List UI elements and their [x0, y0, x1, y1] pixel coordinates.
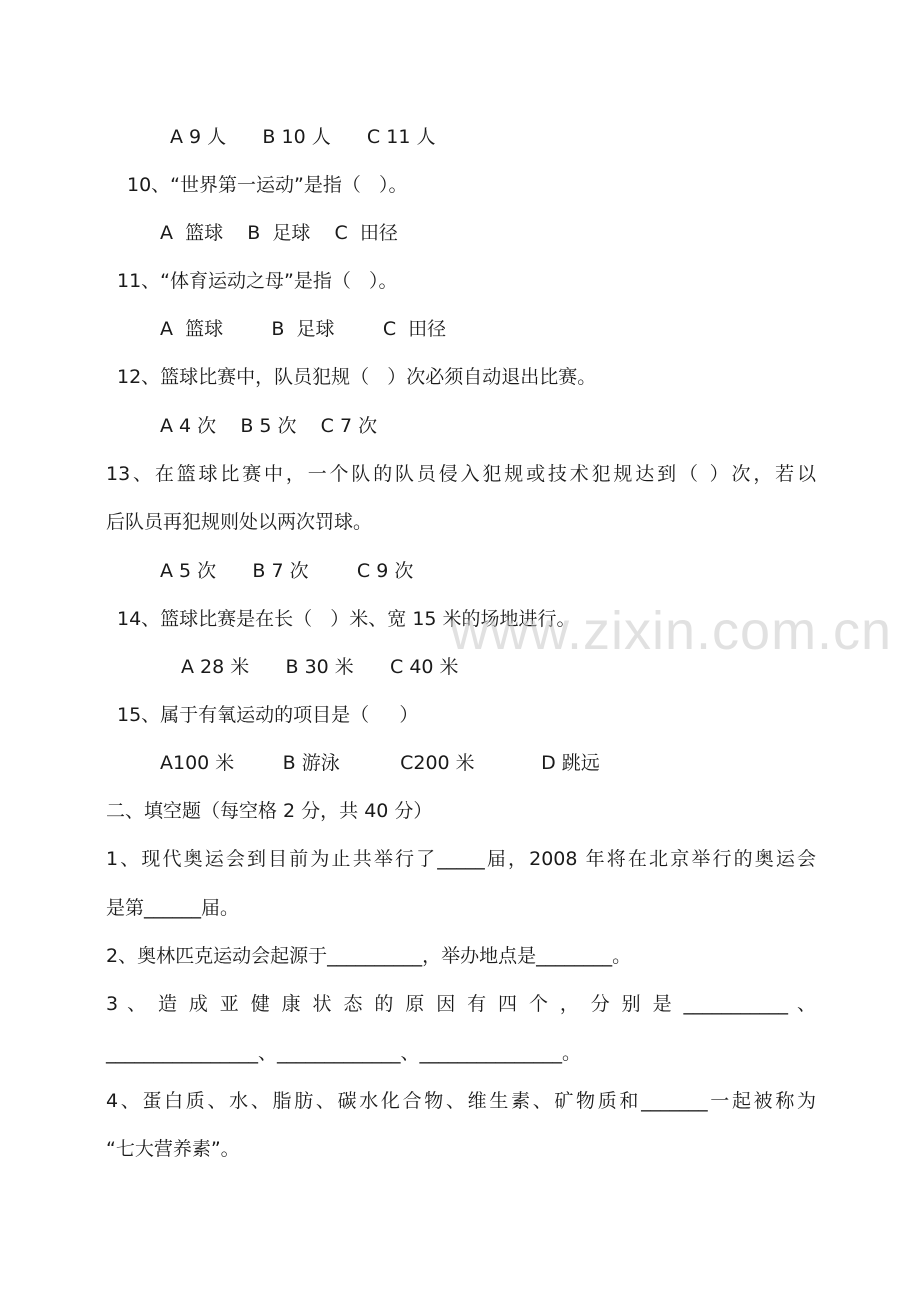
- q15-options: A100 米 B 游泳 C200 米 D 跳远: [160, 752, 600, 774]
- fill-3-line-2: ________________、_____________、_______________。: [106, 1042, 582, 1064]
- question-15: 15、属于有氧运动的项目是（ ）: [117, 704, 419, 726]
- question-11: 11、“体育运动之母”是指（ ）。: [117, 270, 398, 292]
- section-2-title: 二、填空题（每空格 2 分，共 40 分）: [106, 800, 433, 822]
- question-13-line-1: 13、在篮球比赛中，一个队的队员侵入犯规或技术犯规达到（ ）次，若以: [106, 463, 816, 485]
- question-13-line-2: 后队员再犯规则处以两次罚球。: [106, 511, 373, 533]
- fill-4-line-1: 4、蛋白质、水、脂肪、碳水化合物、维生素、矿物质和_______一起被称为: [106, 1090, 816, 1112]
- q10-options: A 篮球 B 足球 C 田径: [160, 222, 398, 244]
- question-12: 12、篮球比赛中，队员犯规（ ）次必须自动退出比赛。: [117, 366, 597, 388]
- q11-options: A 篮球 B 足球 C 田径: [160, 318, 447, 340]
- q9-options: A 9 人 B 10 人 C 11 人: [170, 126, 436, 148]
- fill-3-line-1: 3 、 造 成 亚 健 康 状 态 的 原 因 有 四 个 ， 分 别 是 ___________ 、: [106, 993, 816, 1015]
- fill-1-line-2: 是第______届。: [106, 897, 240, 919]
- fill-1-line-1: 1、现代奥运会到目前为止共举行了_____届，2008 年将在北京举行的奥运会: [106, 848, 816, 870]
- q13-options: A 5 次 B 7 次 C 9 次: [160, 560, 414, 582]
- q14-options: A 28 米 B 30 米 C 40 米: [181, 656, 459, 678]
- fill-2: 2、奥林匹克运动会起源于__________，举办地点是________。: [106, 945, 632, 967]
- watermark: www.zixin.com.cn: [450, 601, 893, 661]
- fill-4-line-2: “七大营养素”。: [106, 1138, 240, 1160]
- question-14: 14、篮球比赛是在长（ ）米、宽 15 米的场地进行。: [117, 608, 576, 630]
- question-10: 10、“世界第一运动”是指（ ）。: [127, 174, 408, 196]
- q12-options: A 4 次 B 5 次 C 7 次: [160, 415, 378, 437]
